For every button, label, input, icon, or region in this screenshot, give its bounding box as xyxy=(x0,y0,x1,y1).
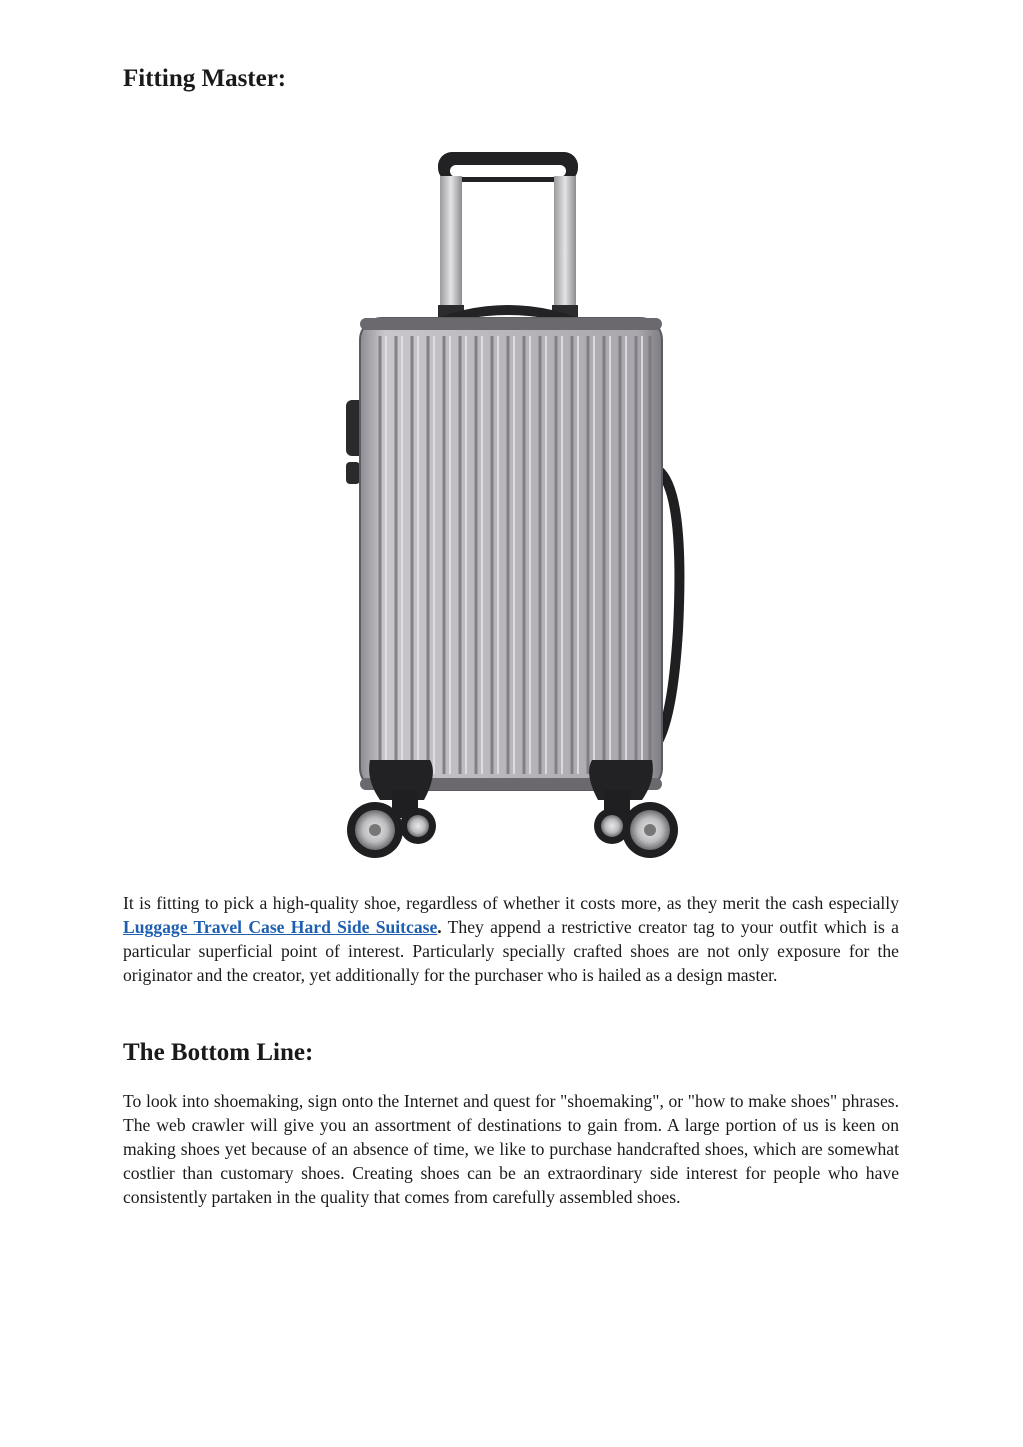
heading-bottom-line: The Bottom Line: xyxy=(123,1039,314,1066)
paragraph-intro-rest: They append a restrictive creator tag to your outfit which is a particular superficial point of interest. Particularly specially crafted shoes are not only exposure for the originator and the creator, yet additionally for the purchaser who is hailed as a design master. xyxy=(123,917,899,985)
link-period: . xyxy=(437,917,442,937)
paragraph-intro-text: It is fitting to pick a high-quality shoe, regardless of whether it costs more, as they merit the cash especially xyxy=(123,893,899,913)
paragraph-bottom-line: To look into shoemaking, sign onto the Internet and quest for "shoemaking", or "how to make shoes" phrases. The web crawler will give you an assortment of destinations to gain from. A large portion of us is keen on making shoes yet because of an absence of time, we like to purchase handcrafted shoes, which are somewhat costlier than customary shoes. Creating shoes can be an extraordinary side interest for people who have consistently partaken in the quality that comes from carefully assembled shoes. xyxy=(123,1091,899,1207)
paragraph-intro xyxy=(123,891,899,987)
suitcase-image xyxy=(300,110,720,880)
luggage-suitcase-link[interactable]: Luggage Travel Case Hard Side Suitcase xyxy=(123,917,438,937)
heading-fitting-master: Fitting Master: xyxy=(123,65,287,92)
